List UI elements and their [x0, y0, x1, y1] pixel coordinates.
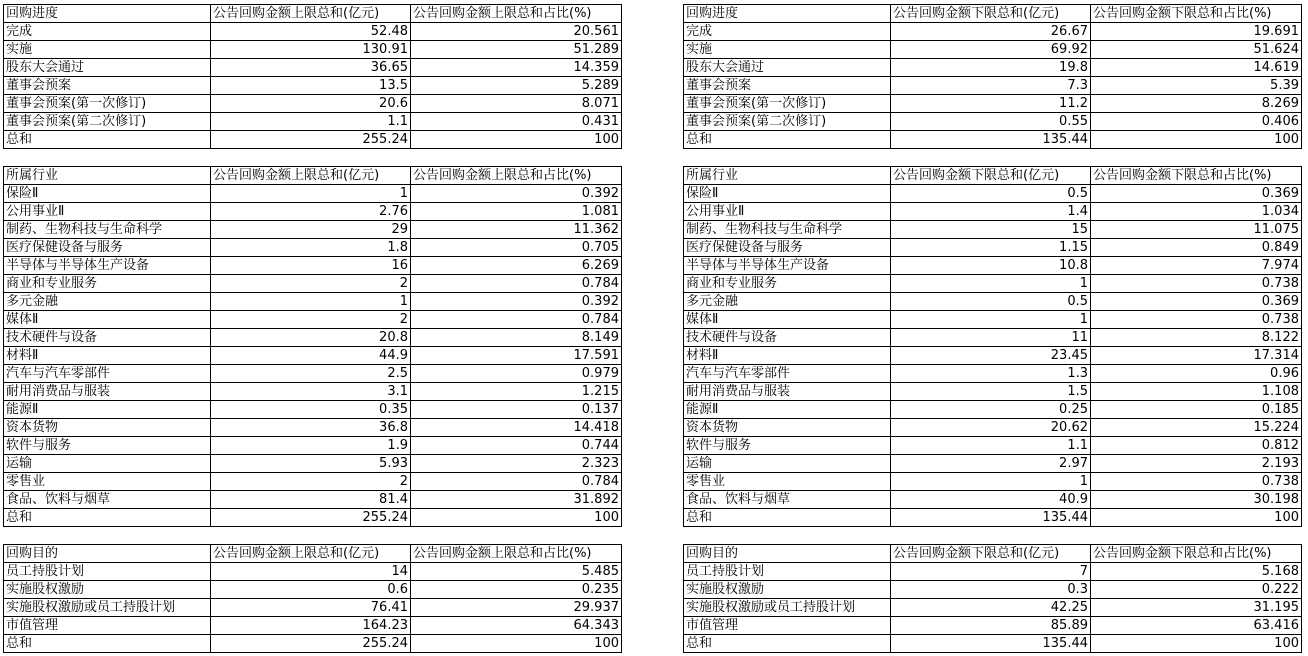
value-cell[interactable]: 135.44 — [891, 509, 1091, 527]
table-industry-upper — [3, 166, 622, 527]
value-cell[interactable]: 5.485 — [411, 563, 622, 581]
row-label-cell[interactable]: 多元金融 — [4, 293, 211, 311]
table-row — [684, 185, 1302, 203]
value-cell[interactable]: 16 — [211, 257, 411, 275]
table-row — [684, 401, 1302, 419]
value-cell[interactable]: 0.25 — [891, 401, 1091, 419]
value-cell[interactable]: 6.269 — [411, 257, 622, 275]
value-cell[interactable]: 8.122 — [1091, 329, 1302, 347]
header-cell[interactable]: 公告回购金额下限总和占比(%) — [1091, 167, 1302, 185]
value-cell[interactable]: 0.812 — [1091, 437, 1302, 455]
value-cell[interactable]: 0.431 — [411, 113, 622, 131]
table-row — [684, 563, 1302, 581]
row-label-cell[interactable]: 总和 — [684, 131, 891, 149]
value-cell[interactable]: 0.784 — [411, 275, 622, 293]
value-cell[interactable]: 0.222 — [1091, 581, 1302, 599]
value-cell[interactable]: 29.937 — [411, 599, 622, 617]
row-label-cell[interactable]: 实施股权激励 — [684, 581, 891, 599]
value-cell[interactable]: 0.784 — [411, 311, 622, 329]
table-row — [4, 257, 622, 275]
table-row — [4, 509, 622, 527]
value-cell[interactable]: 11.362 — [411, 221, 622, 239]
row-label-cell[interactable]: 员工持股计划 — [684, 563, 891, 581]
row-label-cell[interactable]: 实施股权激励或员工持股计划 — [4, 599, 211, 617]
value-cell[interactable]: 1.8 — [211, 239, 411, 257]
table-row — [4, 113, 622, 131]
value-cell[interactable]: 100 — [411, 635, 622, 653]
value-cell[interactable]: 0.849 — [1091, 239, 1302, 257]
row-label-cell[interactable]: 董事会预案(第二次修订) — [684, 113, 891, 131]
value-cell[interactable]: 0.137 — [411, 401, 622, 419]
row-label-cell[interactable]: 多元金融 — [684, 293, 891, 311]
row-label-cell[interactable]: 半导体与半导体生产设备 — [4, 257, 211, 275]
table-row — [684, 257, 1302, 275]
value-cell[interactable]: 40.9 — [891, 491, 1091, 509]
header-cell[interactable]: 所属行业 — [4, 167, 211, 185]
value-cell[interactable]: 0.3 — [891, 581, 1091, 599]
value-cell[interactable]: 17.314 — [1091, 347, 1302, 365]
row-label-cell[interactable]: 运输 — [4, 455, 211, 473]
row-label-cell[interactable]: 耐用消费品与服装 — [684, 383, 891, 401]
header-cell[interactable]: 公告回购金额下限总和(亿元) — [891, 167, 1091, 185]
value-cell[interactable]: 100 — [1091, 509, 1302, 527]
value-cell[interactable]: 7.974 — [1091, 257, 1302, 275]
table-row — [4, 95, 622, 113]
value-cell[interactable]: 0.392 — [411, 185, 622, 203]
row-label-cell[interactable]: 媒体Ⅱ — [684, 311, 891, 329]
row-label-cell[interactable]: 总和 — [4, 635, 211, 653]
table-row — [4, 329, 622, 347]
value-cell[interactable]: 30.198 — [1091, 491, 1302, 509]
value-cell[interactable]: 1.9 — [211, 437, 411, 455]
value-cell[interactable]: 20.8 — [211, 329, 411, 347]
row-label-cell[interactable]: 资本货物 — [684, 419, 891, 437]
value-cell[interactable]: 5.93 — [211, 455, 411, 473]
table-progress-upper — [3, 4, 622, 149]
row-label-cell[interactable]: 汽车与汽车零部件 — [4, 365, 211, 383]
value-cell[interactable]: 100 — [411, 131, 622, 149]
value-cell[interactable]: 0.979 — [411, 365, 622, 383]
value-cell[interactable]: 1.15 — [891, 239, 1091, 257]
value-cell[interactable]: 29 — [211, 221, 411, 239]
value-cell[interactable]: 0.96 — [1091, 365, 1302, 383]
value-cell[interactable]: 5.39 — [1091, 77, 1302, 95]
value-cell[interactable]: 100 — [411, 509, 622, 527]
row-label-cell[interactable]: 保险Ⅱ — [4, 185, 211, 203]
row-label-cell[interactable]: 董事会预案(第一次修订) — [4, 95, 211, 113]
value-cell[interactable]: 1.108 — [1091, 383, 1302, 401]
value-cell[interactable]: 8.269 — [1091, 95, 1302, 113]
table-row — [4, 383, 622, 401]
value-cell[interactable]: 5.289 — [411, 77, 622, 95]
value-cell[interactable]: 0.705 — [411, 239, 622, 257]
table-purpose-upper — [3, 544, 622, 653]
row-label-cell[interactable]: 股东大会通过 — [4, 59, 211, 77]
value-cell[interactable]: 0.35 — [211, 401, 411, 419]
value-cell[interactable]: 26.67 — [891, 23, 1091, 41]
table-row — [684, 329, 1302, 347]
value-cell[interactable]: 44.9 — [211, 347, 411, 365]
value-cell[interactable]: 63.416 — [1091, 617, 1302, 635]
table-row — [684, 509, 1302, 527]
value-cell[interactable]: 31.195 — [1091, 599, 1302, 617]
table-row — [684, 455, 1302, 473]
table-row — [684, 275, 1302, 293]
row-label-cell[interactable]: 能源Ⅱ — [4, 401, 211, 419]
row-label-cell[interactable]: 完成 — [4, 23, 211, 41]
value-cell[interactable]: 64.343 — [411, 617, 622, 635]
table-row — [4, 77, 622, 95]
table-row — [684, 311, 1302, 329]
row-label-cell[interactable]: 总和 — [4, 509, 211, 527]
value-cell[interactable]: 0.784 — [411, 473, 622, 491]
value-cell[interactable]: 85.89 — [891, 617, 1091, 635]
header-cell[interactable]: 公告回购金额下限总和占比(%) — [1091, 545, 1302, 563]
table-row — [4, 347, 622, 365]
value-cell[interactable]: 1.4 — [891, 203, 1091, 221]
row-label-cell[interactable]: 耐用消费品与服装 — [4, 383, 211, 401]
row-label-cell[interactable]: 实施股权激励 — [4, 581, 211, 599]
header-cell[interactable]: 公告回购金额下限总和(亿元) — [891, 545, 1091, 563]
value-cell[interactable]: 0.235 — [411, 581, 622, 599]
row-label-cell[interactable]: 董事会预案(第一次修订) — [684, 95, 891, 113]
value-cell[interactable]: 14 — [211, 563, 411, 581]
row-label-cell[interactable]: 员工持股计划 — [4, 563, 211, 581]
table-header-row — [684, 545, 1302, 563]
value-cell[interactable]: 20.6 — [211, 95, 411, 113]
value-cell[interactable]: 36.65 — [211, 59, 411, 77]
table-header-row — [4, 5, 622, 23]
value-cell[interactable]: 8.071 — [411, 95, 622, 113]
table-row — [684, 383, 1302, 401]
value-cell[interactable]: 2.76 — [211, 203, 411, 221]
table-industry-lower — [683, 166, 1302, 527]
table-row — [4, 23, 622, 41]
value-cell[interactable]: 1.034 — [1091, 203, 1302, 221]
table-row — [4, 473, 622, 491]
value-cell[interactable]: 19.691 — [1091, 23, 1302, 41]
row-label-cell[interactable]: 股东大会通过 — [684, 59, 891, 77]
row-label-cell[interactable]: 制药、生物科技与生命科学 — [4, 221, 211, 239]
header-cell[interactable]: 公告回购金额上限总和(亿元) — [211, 167, 411, 185]
table-row — [684, 473, 1302, 491]
header-cell[interactable]: 回购目的 — [684, 545, 891, 563]
table-row — [684, 113, 1302, 131]
value-cell[interactable]: 20.62 — [891, 419, 1091, 437]
table-header-row — [684, 167, 1302, 185]
header-cell[interactable]: 公告回购金额上限总和占比(%) — [411, 545, 622, 563]
value-cell[interactable]: 1.1 — [211, 113, 411, 131]
value-cell[interactable]: 51.289 — [411, 41, 622, 59]
row-label-cell[interactable]: 材料Ⅱ — [684, 347, 891, 365]
table-row — [4, 437, 622, 455]
value-cell[interactable]: 2.323 — [411, 455, 622, 473]
table-header-row — [4, 545, 622, 563]
value-cell[interactable]: 7.3 — [891, 77, 1091, 95]
value-cell[interactable]: 0.369 — [1091, 185, 1302, 203]
value-cell[interactable]: 0.55 — [891, 113, 1091, 131]
row-label-cell[interactable]: 市值管理 — [4, 617, 211, 635]
value-cell[interactable]: 20.561 — [411, 23, 622, 41]
value-cell[interactable]: 19.8 — [891, 59, 1091, 77]
value-cell[interactable]: 255.24 — [211, 509, 411, 527]
header-cell[interactable]: 公告回购金额上限总和(亿元) — [211, 5, 411, 23]
row-label-cell[interactable]: 材料Ⅱ — [4, 347, 211, 365]
value-cell[interactable]: 100 — [1091, 635, 1302, 653]
value-cell[interactable]: 2 — [211, 311, 411, 329]
header-cell[interactable]: 回购进度 — [4, 5, 211, 23]
value-cell[interactable]: 130.91 — [211, 41, 411, 59]
value-cell[interactable]: 7 — [891, 563, 1091, 581]
row-label-cell[interactable]: 商业和专业服务 — [684, 275, 891, 293]
row-label-cell[interactable]: 食品、饮料与烟草 — [4, 491, 211, 509]
row-label-cell[interactable]: 医疗保健设备与服务 — [4, 239, 211, 257]
value-cell[interactable]: 1.1 — [891, 437, 1091, 455]
value-cell[interactable]: 51.624 — [1091, 41, 1302, 59]
table-row — [684, 23, 1302, 41]
table-row — [4, 221, 622, 239]
row-label-cell[interactable]: 零售业 — [684, 473, 891, 491]
table-row — [684, 617, 1302, 635]
table-row — [684, 491, 1302, 509]
row-label-cell[interactable]: 食品、饮料与烟草 — [684, 491, 891, 509]
value-cell[interactable]: 135.44 — [891, 635, 1091, 653]
value-cell[interactable]: 1 — [891, 311, 1091, 329]
value-cell[interactable]: 36.8 — [211, 419, 411, 437]
row-label-cell[interactable]: 软件与服务 — [4, 437, 211, 455]
row-label-cell[interactable]: 董事会预案 — [684, 77, 891, 95]
value-cell[interactable]: 1 — [211, 293, 411, 311]
table-row — [4, 185, 622, 203]
row-label-cell[interactable]: 能源Ⅱ — [684, 401, 891, 419]
value-cell[interactable]: 0.6 — [211, 581, 411, 599]
value-cell[interactable]: 2 — [211, 275, 411, 293]
value-cell[interactable]: 2 — [211, 473, 411, 491]
table-row — [4, 581, 622, 599]
table-row — [4, 419, 622, 437]
value-cell[interactable]: 255.24 — [211, 635, 411, 653]
table-row — [684, 95, 1302, 113]
value-cell[interactable]: 1.3 — [891, 365, 1091, 383]
table-row — [4, 491, 622, 509]
header-cell[interactable]: 回购目的 — [4, 545, 211, 563]
table-row — [4, 275, 622, 293]
value-cell[interactable]: 13.5 — [211, 77, 411, 95]
row-label-cell[interactable]: 公用事业Ⅱ — [684, 203, 891, 221]
value-cell[interactable]: 2.97 — [891, 455, 1091, 473]
table-row — [684, 77, 1302, 95]
value-cell[interactable]: 1.5 — [891, 383, 1091, 401]
table-row — [4, 41, 622, 59]
table-row — [4, 599, 622, 617]
value-cell[interactable]: 10.8 — [891, 257, 1091, 275]
table-row — [684, 131, 1302, 149]
row-label-cell[interactable]: 媒体Ⅱ — [4, 311, 211, 329]
row-label-cell[interactable]: 技术硬件与设备 — [684, 329, 891, 347]
table-row — [4, 59, 622, 77]
row-label-cell[interactable]: 运输 — [684, 455, 891, 473]
table-row — [684, 365, 1302, 383]
value-cell[interactable]: 11.075 — [1091, 221, 1302, 239]
value-cell[interactable]: 76.41 — [211, 599, 411, 617]
row-label-cell[interactable]: 技术硬件与设备 — [4, 329, 211, 347]
row-label-cell[interactable]: 制药、生物科技与生命科学 — [684, 221, 891, 239]
row-label-cell[interactable]: 商业和专业服务 — [4, 275, 211, 293]
table-header-row — [4, 167, 622, 185]
table-row — [4, 293, 622, 311]
row-label-cell[interactable]: 保险Ⅱ — [684, 185, 891, 203]
value-cell[interactable]: 1.081 — [411, 203, 622, 221]
value-cell[interactable]: 0.5 — [891, 293, 1091, 311]
table-row — [684, 41, 1302, 59]
value-cell[interactable]: 11 — [891, 329, 1091, 347]
value-cell[interactable]: 23.45 — [891, 347, 1091, 365]
value-cell[interactable]: 14.359 — [411, 59, 622, 77]
table-header-row — [684, 5, 1302, 23]
header-cell[interactable]: 所属行业 — [684, 167, 891, 185]
row-label-cell[interactable]: 总和 — [4, 131, 211, 149]
value-cell[interactable]: 0.738 — [1091, 311, 1302, 329]
table-row — [684, 599, 1302, 617]
table-row — [4, 455, 622, 473]
table-row — [4, 239, 622, 257]
value-cell[interactable]: 31.892 — [411, 491, 622, 509]
header-cell[interactable]: 公告回购金额上限总和占比(%) — [411, 5, 622, 23]
value-cell[interactable]: 69.92 — [891, 41, 1091, 59]
header-cell[interactable]: 公告回购金额上限总和占比(%) — [411, 167, 622, 185]
row-label-cell[interactable]: 董事会预案(第二次修订) — [4, 113, 211, 131]
table-row — [684, 419, 1302, 437]
row-label-cell[interactable]: 完成 — [684, 23, 891, 41]
value-cell[interactable]: 15 — [891, 221, 1091, 239]
value-cell[interactable]: 135.44 — [891, 131, 1091, 149]
value-cell[interactable]: 8.149 — [411, 329, 622, 347]
value-cell[interactable]: 14.418 — [411, 419, 622, 437]
value-cell[interactable]: 100 — [1091, 131, 1302, 149]
row-label-cell[interactable]: 董事会预案 — [4, 77, 211, 95]
table-row — [684, 239, 1302, 257]
value-cell[interactable]: 0.5 — [891, 185, 1091, 203]
row-label-cell[interactable]: 实施股权激励或员工持股计划 — [684, 599, 891, 617]
header-cell[interactable]: 公告回购金额下限总和(亿元) — [891, 5, 1091, 23]
table-row — [4, 131, 622, 149]
value-cell[interactable]: 255.24 — [211, 131, 411, 149]
value-cell[interactable]: 42.25 — [891, 599, 1091, 617]
value-cell[interactable]: 11.2 — [891, 95, 1091, 113]
row-label-cell[interactable]: 零售业 — [4, 473, 211, 491]
value-cell[interactable]: 2.193 — [1091, 455, 1302, 473]
value-cell[interactable]: 1 — [211, 185, 411, 203]
row-label-cell[interactable]: 市值管理 — [684, 617, 891, 635]
value-cell[interactable]: 2.5 — [211, 365, 411, 383]
table-row — [4, 311, 622, 329]
header-cell[interactable]: 公告回购金额下限总和占比(%) — [1091, 5, 1302, 23]
value-cell[interactable]: 1.215 — [411, 383, 622, 401]
table-row — [684, 203, 1302, 221]
header-cell[interactable]: 公告回购金额上限总和(亿元) — [211, 545, 411, 563]
value-cell[interactable]: 52.48 — [211, 23, 411, 41]
table-row — [684, 635, 1302, 653]
value-cell[interactable]: 5.168 — [1091, 563, 1302, 581]
row-label-cell[interactable]: 公用事业Ⅱ — [4, 203, 211, 221]
table-progress-lower — [683, 4, 1302, 149]
value-cell[interactable]: 3.1 — [211, 383, 411, 401]
row-label-cell[interactable]: 医疗保健设备与服务 — [684, 239, 891, 257]
row-label-cell[interactable]: 总和 — [684, 635, 891, 653]
table-row — [684, 59, 1302, 77]
value-cell[interactable]: 1 — [891, 473, 1091, 491]
value-cell[interactable]: 15.224 — [1091, 419, 1302, 437]
value-cell[interactable]: 0.738 — [1091, 473, 1302, 491]
table-row — [684, 581, 1302, 599]
table-row — [4, 617, 622, 635]
header-cell[interactable]: 回购进度 — [684, 5, 891, 23]
row-label-cell[interactable]: 总和 — [684, 509, 891, 527]
table-purpose-lower — [683, 544, 1302, 653]
table-row — [4, 203, 622, 221]
value-cell[interactable]: 1 — [891, 275, 1091, 293]
value-cell[interactable]: 0.369 — [1091, 293, 1302, 311]
table-row — [4, 365, 622, 383]
row-label-cell[interactable]: 汽车与汽车零部件 — [684, 365, 891, 383]
value-cell[interactable]: 0.406 — [1091, 113, 1302, 131]
table-row — [684, 347, 1302, 365]
table-row — [684, 221, 1302, 239]
value-cell[interactable]: 0.392 — [411, 293, 622, 311]
value-cell[interactable]: 164.23 — [211, 617, 411, 635]
table-row — [4, 401, 622, 419]
value-cell[interactable]: 0.744 — [411, 437, 622, 455]
value-cell[interactable]: 0.738 — [1091, 275, 1302, 293]
value-cell[interactable]: 17.591 — [411, 347, 622, 365]
value-cell[interactable]: 81.4 — [211, 491, 411, 509]
row-label-cell[interactable]: 实施 — [684, 41, 891, 59]
value-cell[interactable]: 0.185 — [1091, 401, 1302, 419]
row-label-cell[interactable]: 软件与服务 — [684, 437, 891, 455]
value-cell[interactable]: 14.619 — [1091, 59, 1302, 77]
row-label-cell[interactable]: 资本货物 — [4, 419, 211, 437]
row-label-cell[interactable]: 实施 — [4, 41, 211, 59]
table-row — [684, 293, 1302, 311]
table-row — [684, 437, 1302, 455]
row-label-cell[interactable]: 半导体与半导体生产设备 — [684, 257, 891, 275]
table-row — [4, 635, 622, 653]
table-row — [4, 563, 622, 581]
